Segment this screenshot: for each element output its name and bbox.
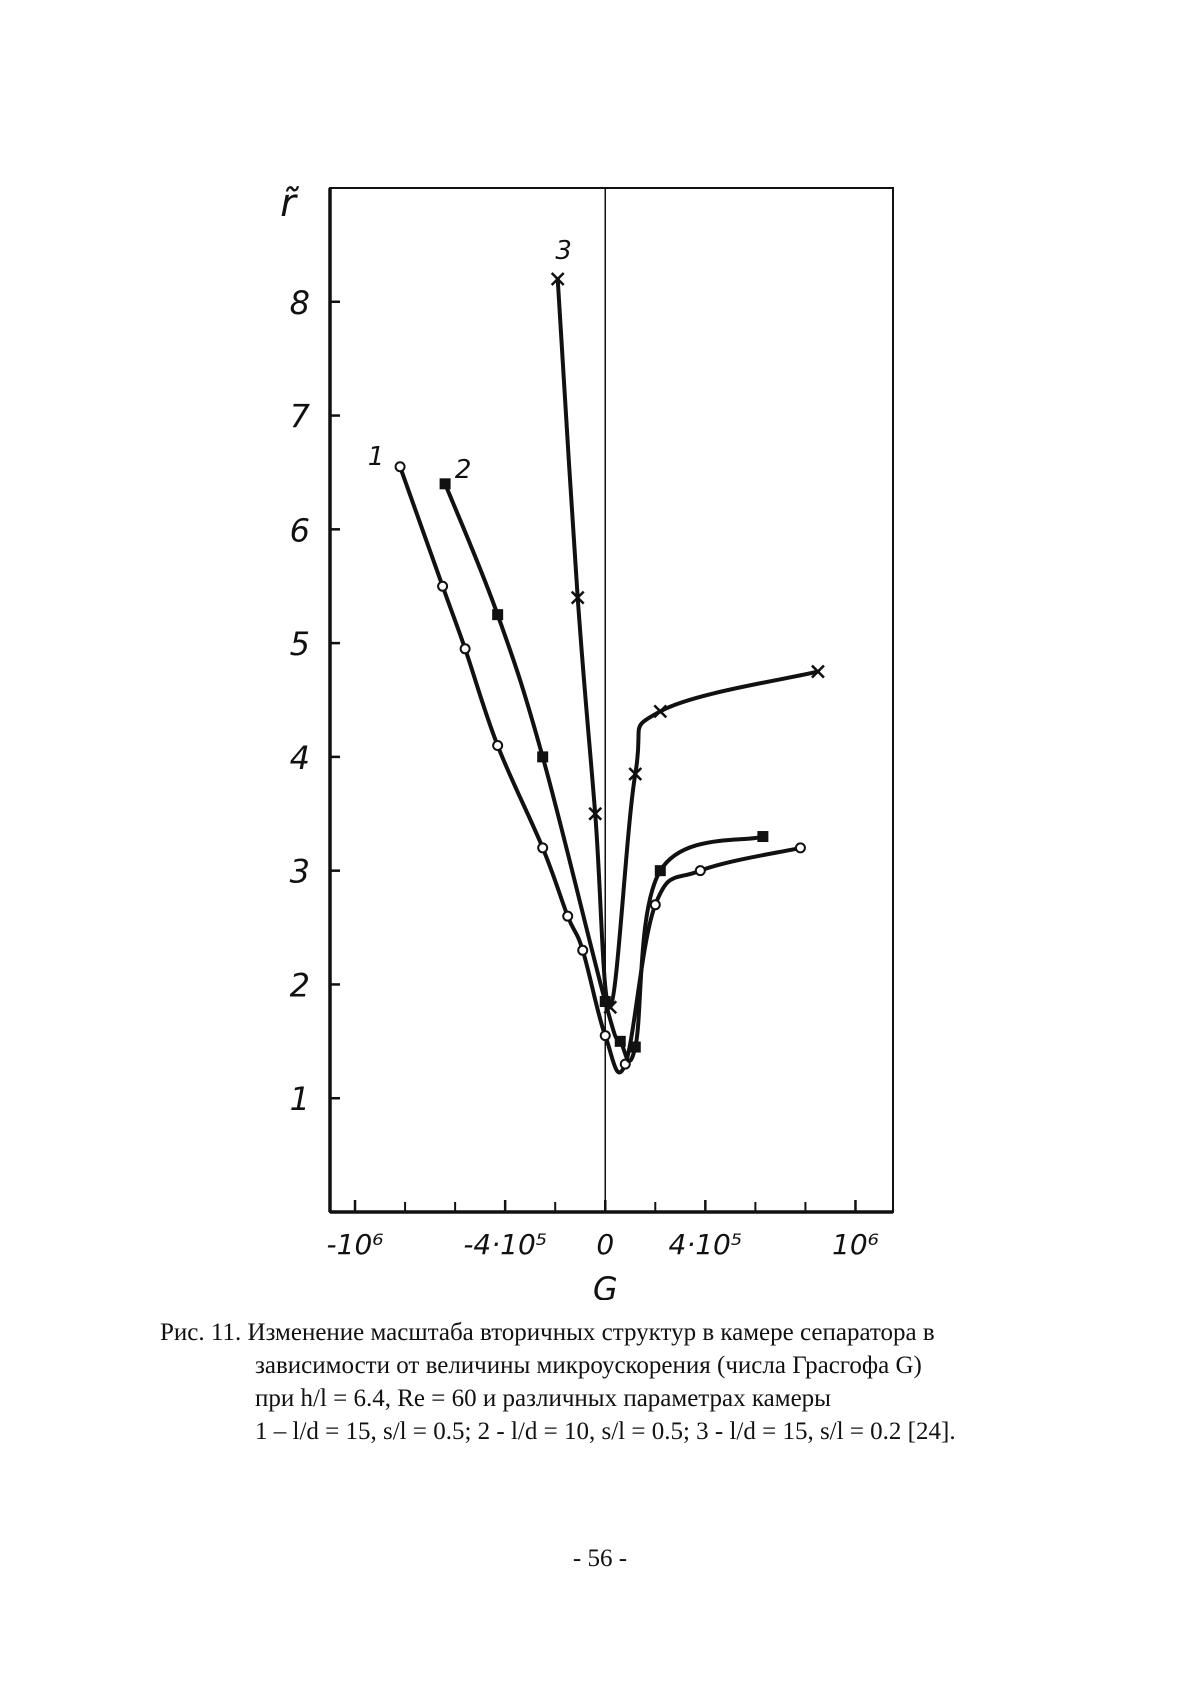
x-tick-label-1: -4·10⁵ (463, 1228, 547, 1261)
series-1-point-11 (796, 843, 805, 852)
series-1-point-2 (461, 644, 470, 653)
series-3-line (558, 279, 818, 1007)
x-tick-label-3: 4·10⁵ (668, 1228, 743, 1261)
series-2-point-6 (655, 866, 665, 876)
y-tick-label-1: 1 (289, 1080, 310, 1119)
series-1-point-1 (438, 582, 447, 591)
caption-line-3: при h/l = 6.4, Re = 60 и различных параметрах камеры (255, 1385, 831, 1412)
y-tick-label-6: 6 (289, 511, 310, 550)
series-1-point-10 (696, 866, 705, 875)
series-1-point-6 (578, 946, 587, 955)
x-tick-label-0: -10⁶ (326, 1228, 384, 1261)
series-2-point-4 (615, 1036, 625, 1046)
x-axis-label: G (592, 1270, 618, 1300)
series-1-point-3 (493, 741, 502, 750)
y-tick-label-7: 7 (289, 397, 310, 436)
series-2-point-5 (630, 1042, 640, 1052)
series-2-point-1 (493, 610, 503, 620)
y-tick-label-4: 4 (289, 738, 310, 777)
y-tick-label-8: 8 (289, 283, 310, 322)
series-1-point-9 (651, 900, 660, 909)
y-axis-label: r̃ (280, 181, 296, 225)
series-1-point-7 (601, 1031, 610, 1040)
series-1-label: 1 (367, 441, 385, 472)
figure-caption (160, 1316, 1120, 1448)
series-3-label: 3 (555, 236, 572, 267)
series-1-point-5 (563, 912, 572, 921)
series-2-label: 2 (454, 454, 472, 485)
y-tick-label-2: 2 (289, 966, 310, 1005)
y-tick-label-3: 3 (289, 852, 310, 891)
page-number: - 56 - (572, 1545, 628, 1572)
x-tick-label-2: 0 (596, 1228, 615, 1261)
x-tick-label-4: 10⁶ (832, 1228, 879, 1261)
series-2-point-2 (538, 752, 548, 762)
caption-line-1: Рис. 11. Изменение масштаба вторичных структур в камере сепаратора в (160, 1319, 935, 1346)
series-1-point-4 (538, 843, 547, 852)
y-tick-label-5: 5 (289, 625, 310, 664)
caption-line-4: 1 – l/d = 15, s/l = 0.5; 2 - l/d = 10, s/l = 0.5; 3 - l/d = 15, s/l = 0.2 [24]. (255, 1418, 956, 1445)
series-2-point-7 (758, 832, 768, 842)
series-2-point-0 (440, 479, 450, 489)
series-1-point-0 (396, 462, 405, 471)
caption-line-2: зависимости от величины микроускорения (числа Грасгофа G) (255, 1352, 922, 1379)
